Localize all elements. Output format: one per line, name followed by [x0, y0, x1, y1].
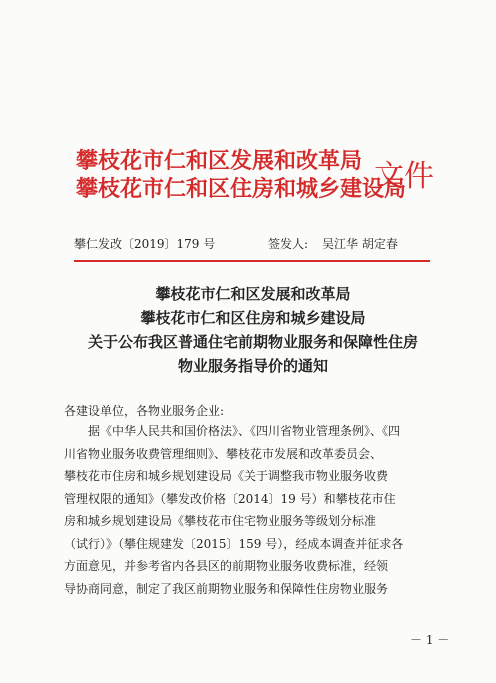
title-line-3: 关于公布我区普通住宅前期物业服务和保障性住房 — [87, 333, 418, 351]
body-line: 房和城乡规划建设局《攀枝花市住宅物业服务等级划分标准 — [64, 514, 377, 528]
title-line-1: 攀枝花市仁和区发展和改革局 — [155, 285, 351, 303]
title-line-4: 物业服务指导价的通知 — [177, 357, 328, 375]
body-paragraph — [64, 420, 440, 600]
issuing-agencies — [76, 148, 406, 204]
body-line: 管理权限的通知》（攀发改价格〔2014〕19 号）和攀枝花市住 — [64, 491, 396, 506]
body-line: （试行）》（攀住规建发〔2015〕159 号），经成本调查并征求各 — [64, 536, 404, 551]
red-divider-line — [74, 260, 430, 262]
document-number: 攀仁发改〔2019〕179 号 — [74, 237, 216, 251]
body-line: 据《中华人民共和国价格法》、《四川省物业管理条例》、《四 — [88, 424, 401, 438]
body-line: 攀枝花市住房和城乡规划建设局《关于调整我市物业服务收费 — [64, 469, 389, 483]
signer-block — [268, 235, 398, 252]
notice-title — [60, 282, 446, 378]
page-number: － 1 － — [410, 633, 450, 647]
title-line-2: 攀枝花市仁和区住房和城乡建设局 — [140, 309, 366, 327]
body-line: 方面意见，并参考省内各县区的前期物业服务收费标准，经领 — [64, 559, 389, 573]
document-label: 文件 — [374, 159, 434, 194]
agency-name-1: 攀枝花市仁和区发展和改革局 — [76, 149, 363, 174]
agency-name-2: 攀枝花市仁和区住房和城乡建设局 — [76, 177, 407, 202]
signer-label: 签发人: — [268, 237, 309, 251]
signer-names: 吴江华 胡定春 — [322, 237, 398, 251]
body-line: 导协商同意，制定了我区前期物业服务和保障性住房物业服务 — [64, 581, 389, 596]
body-line: 川省物业服务收费管理细则》、攀枝花市发展和改革委员会、 — [64, 446, 383, 461]
salutation: 各建设单位，各物业服务企业: — [64, 404, 225, 418]
